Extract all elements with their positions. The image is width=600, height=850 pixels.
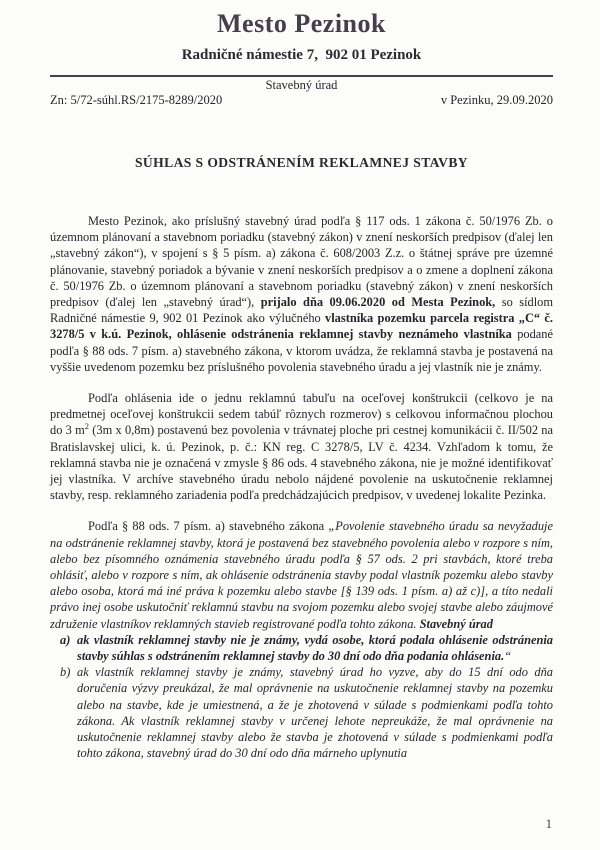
list-item-a (50, 632, 553, 664)
letterhead-divider (50, 75, 553, 77)
list-item-b-text: ak vlastník reklamnej stavby je známy, stavebný úrad ho vyzve, aby do 15 dní odo dňa doručenia výzvy preukázal, že mal oprávnenie na uskutočnenie reklamnej stavby na pozemku alebo na stavbe, kde je umiestnená, a že je zhotovená v súlade s podmienkami podľa tohto zákona. Ak vlastník reklamnej stavby v určenej lehote nepreukáže, že mal oprávnenie na uskutočnenie reklamnej stavby alebo že stavba je zhotovená v súlade s podmienkami podľa tohto zákona, stavebný úrad do 30 dní odo dňa márneho uplynutia (77, 665, 553, 761)
place-and-date: v Pezinku, 29.09.2020 (440, 93, 553, 107)
document-title: SÚHLAS S ODSTRÁNENÍM REKLAMNEJ STAVBY (134, 155, 469, 170)
list-marker-a: a) (60, 632, 71, 647)
paragraph-law-quotation: Podľa § 88 ods. 7 písm. a) stavebného zákona „Povolenie stavebného úradu sa nevyžaduje na odstránenie reklamnej stavby, ktorá je postavená bez stavebného povolenia alebo v rozpore s ním, alebo bez písomného oznámenia stavebného úradu podľa § 57 ods. 2 pri stavbách, ktoré treba ohlásiť, alebo v rozpore s ním, ak ohlásenie odstránenia stavby podal vlastník pozemku alebo stavby alebo osoba, ktorá má iné práva k pozemku alebo stavbe [§ 139 ods. 1 písm. a) až c)], a títo nedali právo inej osobe uskutočniť reklamnú stavbu na svojom pozemku alebo svojej stavbe alebo záujmové združenie vlastníkov reklamných stavieb registrované podľa tohto zákona. Stavebný úrad (50, 519, 553, 631)
legal-provisions-list (50, 632, 553, 762)
organization-address: Radničné námestie 7, 902 01 Pezinok (181, 47, 422, 63)
list-item-b (50, 664, 553, 761)
page-number: 1 (545, 817, 552, 831)
letterhead (50, 8, 553, 107)
reference-number: Zn: 5/72-súhl.RS/2175-8289/2020 (50, 93, 223, 107)
paragraph-structure-description: Podľa ohlásenia ide o jednu reklamnú tabuľu na oceľovej konštrukcii (celkovo je na predmetnej oceľovej konštrukcii sedem tabúľ rôznych rozmerov) s celkovou informačnou plochou do 3 $m^2$ (3m x 0,8m) postavenú bez povolenia v trávnatej ploche pri cestnej komunikácii č. II/502 na Bratislavskej ulici, k. ú. Pezinok, p. č.: KN reg. C 3278/5, LV č. 4234. Vzhľadom k tomu, že reklamná stavba nie je označená v zmysle § 86 ods. 4 stavebného zákona, nie je možné identifikovať jej vlastníka. V archíve stavebného úradu nebolo nájdené povolenie na uskutočnenie reklamnej stavby, resp. reklamného zariadenia podľa predchádzajúcich predpisov, v uvedenej lokalite Pezinka. (50, 391, 553, 503)
organization-name: Mesto Pezinok (217, 9, 386, 38)
document-body (50, 213, 553, 762)
paragraph-legal-basis: Mesto Pezinok, ako príslušný stavebný úrad podľa § 117 ods. 1 zákona č. 50/1976 Zb. o územnom plánovaní a stavebnom poriadku (stavebný zákon) v znení neskorších predpisov (ďalej len „stavebný zákon“), v spojení s § 5 písm. a) zákona č. 608/2003 Z.z. o štátnej správe pre územné plánovanie, stavebný poriadok a bývanie v znení neskorších predpisov a o zmene a doplnení zákona č. 50/1976 Zb. o územnom plánovaní a stavebnom poriadku (stavebný zákon) v znení neskorších predpisov (ďalej len „stavebný úrad“), prijalo dňa 09.06.2020 od Mesta Pezinok, so sídlom Radničné námestie 9, 902 01 Pezinok ako výlučného vlastníka pozemku parcela registra „C“ č. 3278/5 v k.ú. Pezinok, ohlásenie odstránenia reklamnej stavby neznámeho vlastníka podané podľa § 88 ods. 7 písm. a) stavebného zákona, v ktorom uvádza, že reklamná stavba je postavená na vyššie uvedenom pozemku bez príslušného povolenia stavebného úradu a jej vlastník nie je známy. (50, 214, 553, 374)
list-item-a-text: ak vlastník reklamnej stavby nie je známy, vydá osobe, ktorá podala ohlásenie odstránenia stavby súhlas s odstránením reklamnej stavby do 30 dní odo dňa podania ohlásenia.“ (77, 632, 553, 664)
department-name: Stavebný úrad (265, 78, 338, 92)
reference-row (50, 93, 553, 107)
list-marker-b: b) (60, 665, 71, 680)
